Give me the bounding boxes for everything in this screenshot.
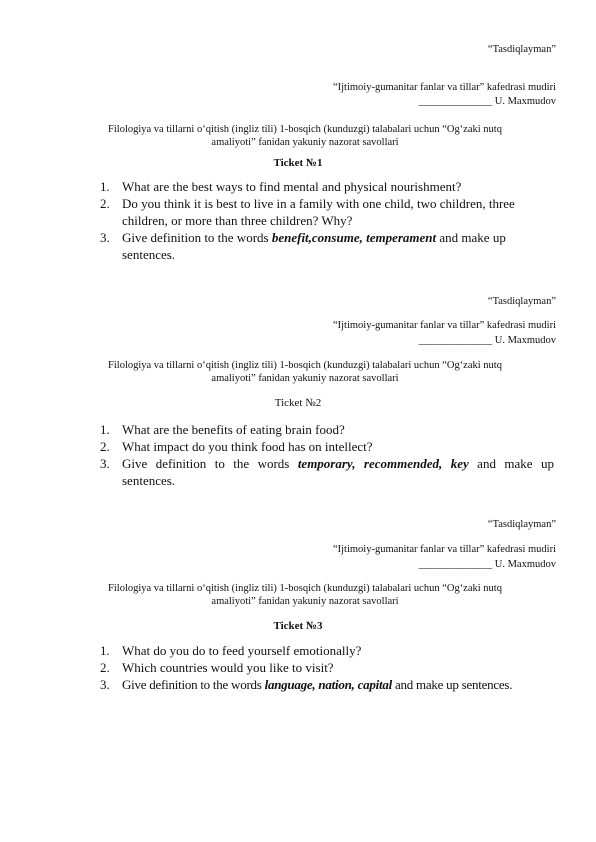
signature-line [419,335,556,346]
signature-blank: ______________ [418,559,493,570]
question-keywords: temporary, recommended, key [297,456,469,471]
question-number: 2. [100,660,110,675]
question-text: Do you think it is best to live in a family with one child, two children, three children, or more than three children? Why? [122,196,515,228]
signatory-name: U. Maxmudov [494,96,556,107]
question-item [100,195,554,229]
question-item [100,229,554,263]
signatory-name: U. Maxmudov [494,335,556,346]
question-prefix: Give definition to the words [122,677,265,692]
question-prefix: Give definition to the words [122,456,298,471]
signature-blank: ______________ [418,96,493,107]
question-suffix: and make up sentences. [122,456,554,488]
question-text: What impact do you think food has on intellect? [122,439,373,454]
signatory-name: U. Maxmudov [494,559,556,570]
subject-description [95,123,515,149]
ticket-title: Ticket №2 [274,397,322,409]
ticket-title: Ticket №3 [273,620,323,632]
signature-blank: ______________ [418,335,493,346]
question-suffix: and make up sentences. [122,230,506,262]
question-number: 2. [100,196,110,211]
question-number: 3. [100,456,110,471]
question-suffix: and make up sentences. [391,677,513,692]
question-item [100,421,554,438]
question-number: 1. [100,643,110,658]
signature-line [419,559,556,570]
question-list [100,421,554,489]
question-keywords: language, nation, capital [264,677,392,692]
subject-line-2: amaliyoti” fanidan yakuniy nazorat savollari [211,596,399,607]
question-item [100,642,554,659]
subject-line-2: amaliyoti” fanidan yakuniy nazorat savollari [211,373,399,384]
question-number: 1. [100,179,110,194]
question-text [122,676,554,693]
question-keywords: benefit,consume, temperament [271,230,437,245]
question-item [100,659,554,676]
subject-description [95,359,515,385]
question-text: Which countries would you like to visit? [122,660,334,675]
question-text: What do you do to feed yourself emotionally? [122,643,362,658]
question-item [100,676,554,693]
question-list [100,178,554,263]
question-item [100,178,554,195]
question-item [100,438,554,455]
question-text: What are the best ways to find mental and physical nourishment? [122,179,462,194]
subject-line-1: Filologiya va tillarni oʻqitish (ingliz tili) 1-bosqich (kunduzgi) talabalari uchun “Ogʻzaki nutq [108,583,502,594]
question-text [122,229,554,263]
subject-line-1: Filologiya va tillarni oʻqitish (ingliz tili) 1-bosqich (kunduzgi) talabalari uchun “Ogʻzaki nutq [108,360,502,371]
department-head-label: “Ijtimoiy-gumanitar fanlar va tillar” kafedrasi mudiri [332,544,556,555]
signature-line [419,96,556,107]
question-list [100,642,554,693]
question-number: 3. [100,677,110,692]
department-head-label: “Ijtimoiy-gumanitar fanlar va tillar” kafedrasi mudiri [332,82,556,93]
department-head-label: “Ijtimoiy-gumanitar fanlar va tillar” kafedrasi mudiri [332,320,556,331]
question-text: What are the benefits of eating brain food? [122,422,345,437]
question-number: 1. [100,422,110,437]
approval-label: “Tasdiqlayman” [487,296,556,307]
ticket-title: Ticket №1 [273,157,323,169]
approval-label: “Tasdiqlayman” [487,519,556,530]
question-text [122,455,554,489]
question-number: 2. [100,439,110,454]
subject-line-1: Filologiya va tillarni oʻqitish (ingliz tili) 1-bosqich (kunduzgi) talabalari uchun “Ogʻzaki nutq [108,124,502,135]
question-number: 3. [100,230,110,245]
subject-description [95,582,515,608]
subject-line-2: amaliyoti” fanidan yakuniy nazorat savollari [211,137,399,148]
question-item [100,455,554,489]
question-prefix: Give definition to the words [122,230,272,245]
approval-label: “Tasdiqlayman” [487,44,556,55]
